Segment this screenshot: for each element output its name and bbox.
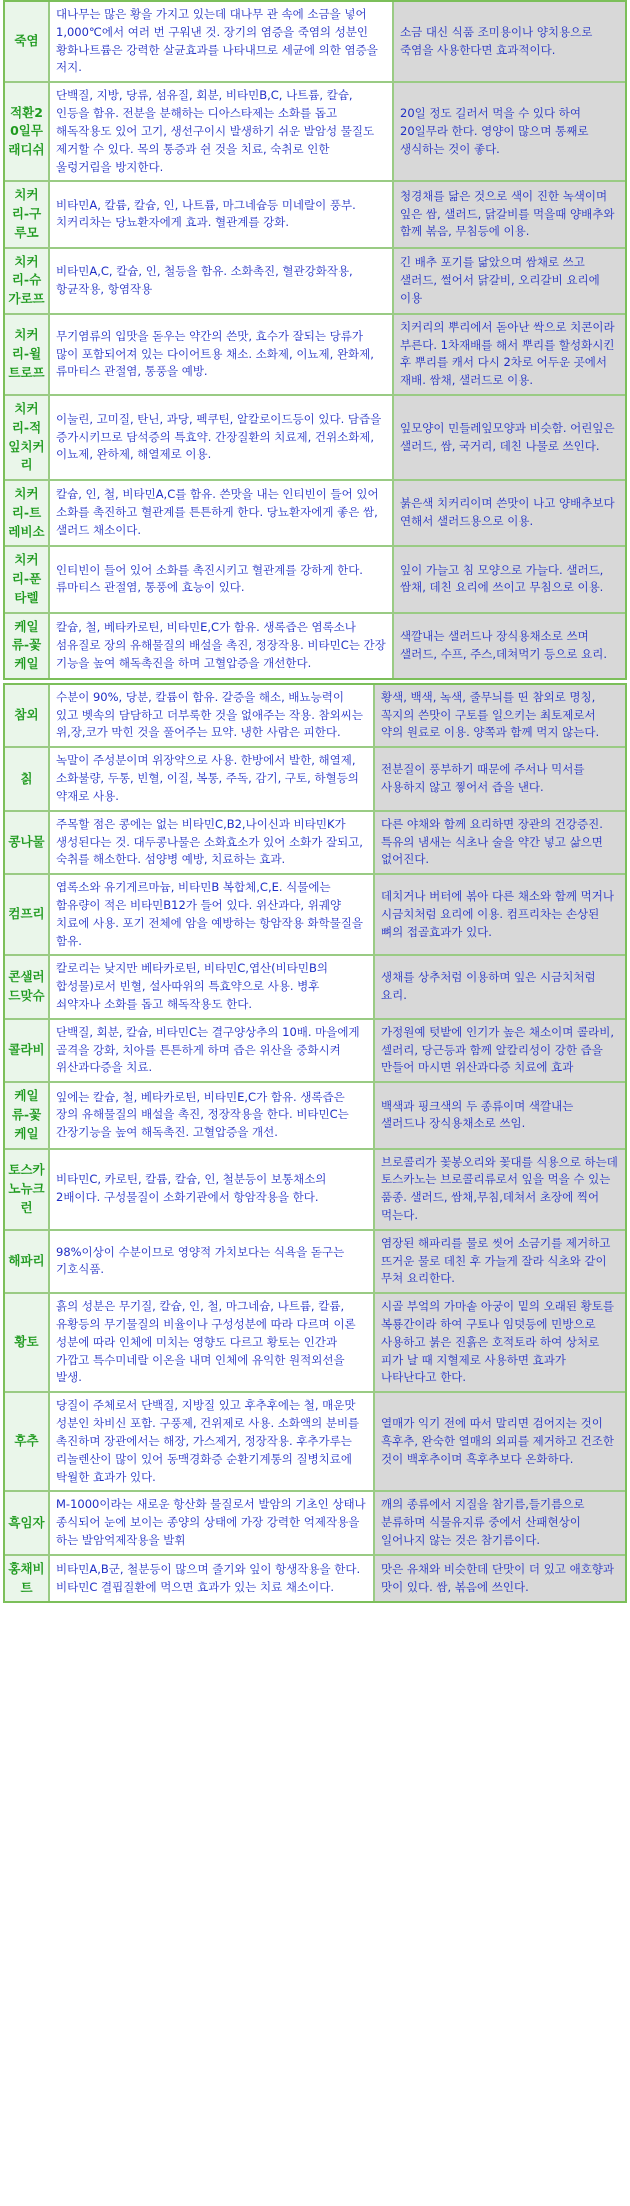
vegetable-table-2-body bbox=[5, 685, 625, 1601]
item-usage-cell: 색깔내는 샐러드나 장식용채소로 쓰며 샐러드, 수프, 주스,데쳐먹기 등으로 요리. bbox=[394, 614, 625, 678]
vegetable-table-1 bbox=[3, 0, 627, 680]
item-name-cell: 치커리-트레비소 bbox=[5, 481, 50, 547]
item-effect-cell: 녹말이 주성분이며 위장약으로 사용. 한방에서 발한, 해열제, 소화불량, 두통, 빈혈, 이질, 복통, 주독, 감기, 구토, 하혈등의 약재로 사용. bbox=[50, 748, 375, 811]
item-effect-cell: 98%이상이 수분이므로 영양적 가치보다는 식욕을 돋구는 기호식품. bbox=[50, 1231, 375, 1294]
item-effect-cell: 비타민C, 카로틴, 칼륨, 칼슘, 인, 철분등이 보통채소의 2배이다. 구성물질이 소화기관에서 항암작용을 한다. bbox=[50, 1150, 375, 1231]
item-name-cell: 치커리-푼타렐 bbox=[5, 547, 50, 613]
item-effect-cell: 비타민A,B군, 철분등이 많으며 줄기와 잎이 항생작용을 한다. 비타민C 결핍질환에 먹으면 효과가 있는 치료 채소이다. bbox=[50, 1556, 375, 1602]
item-effect-cell: 대나무는 많은 황을 가지고 있는데 대나무 관 속에 소금을 넣어 1,000℃에서 여러 번 구워낸 것. 장기의 염증을 죽염의 성분인 황화나트륨은 강력한 살균효과를 나타내므로 세균에 의한 염증을 저지. bbox=[50, 2, 394, 83]
item-effect-cell: 단백질, 지방, 당류, 섬유질, 회분, 비타민B,C, 나트륨, 칼슘, 인등을 함유. 전분을 분해하는 디아스타제는 소화를 돕고 해독작용도 있어 고기, 생선구이시 발생하기 쉬운 발암성 물질도 제거할 수 있다. 목의 통증과 쉰 것을 치료, 숙취로 인한 울렁거림을 방지한다. bbox=[50, 83, 394, 182]
item-effect-cell: 비타민A, 칼륨, 칼슘, 인, 나트륨, 마그네슘등 미네랄이 풍부. 치커리차는 당뇨환자에게 효과. 혈관계를 강화. bbox=[50, 182, 394, 248]
item-name-cell: 죽염 bbox=[5, 2, 50, 83]
table-row bbox=[5, 2, 625, 83]
item-effect-cell: 칼로리는 낮지만 베타카로틴, 비타민C,엽산(비타민B의 합성물)로서 빈혈, 설사따위의 특효약으로 사용. 병후 쇠약자나 소화를 돕고 해독작용도 한다. bbox=[50, 956, 375, 1019]
item-usage-cell: 소금 대신 식품 조미용이나 양치용으로 죽염을 사용한다면 효과적이다. bbox=[394, 2, 625, 83]
table-row bbox=[5, 956, 625, 1019]
item-effect-cell: 칼슘, 철, 베타카로틴, 비타민E,C가 함유. 생록즙은 염록소나 섬유질로 장의 유해물질의 배설을 촉진, 정장작용. 비타민C는 간장 기능을 높여 해독촉진을 하며 고혈압증을 개선한다. bbox=[50, 614, 394, 678]
item-usage-cell: 20일 정도 길러서 먹을 수 있다 하여 20일무라 한다. 영양이 많으며 통째로 생식하는 것이 좋다. bbox=[394, 83, 625, 182]
table-row bbox=[5, 1556, 625, 1602]
item-name-cell: 참외 bbox=[5, 685, 50, 748]
table-row bbox=[5, 748, 625, 811]
item-name-cell: 황토 bbox=[5, 1294, 50, 1393]
table-row bbox=[5, 249, 625, 315]
item-name-cell: 홍채비트 bbox=[5, 1556, 50, 1602]
item-name-cell: 흑임자 bbox=[5, 1492, 50, 1555]
item-usage-cell: 가정원예 텃밭에 인기가 높은 채소이며 콜라비, 셀러리, 당근등과 함께 알칼리성이 강한 즙을 만들어 마시면 위산과다증 치료에 효과 bbox=[375, 1020, 625, 1083]
item-effect-cell: 인티빈이 들어 있어 소화를 촉진시키고 혈관계를 강하게 한다. 류마티스 관절염, 통풍에 효능이 있다. bbox=[50, 547, 394, 613]
item-usage-cell: 백색과 핑크색의 두 종류이며 색깔내는 샐러드나 장식용채소로 쓰임. bbox=[375, 1083, 625, 1149]
item-name-cell: 치커리-슈가로프 bbox=[5, 249, 50, 315]
item-effect-cell: 수분이 90%, 당분, 칼륨이 함유. 갈증을 해소, 배뇨능력이 있고 벳속의 담담하고 더부룩한 것을 없애주는 작용. 참외씨는 위,장,코가 막힌 것을 풀어주는 묘약. 냉한 사람은 피한다. bbox=[50, 685, 375, 748]
item-effect-cell: 이눌린, 고미질, 탄닌, 과당, 펙쿠틴, 알칼로이드등이 있다. 담즙을 증가시키므로 담석증의 특효약. 간장질환의 치료제, 건위소화제, 이뇨제, 완하제, 해열제로 이용. bbox=[50, 396, 394, 481]
table-row bbox=[5, 547, 625, 613]
item-name-cell: 칡 bbox=[5, 748, 50, 811]
item-usage-cell: 황색, 백색, 녹색, 줄무늬를 띤 참외로 명칭, 꼭지의 쓴맛이 구토를 일으키는 최토제로서 약의 원료로 이용. 양쪽과 함께 먹지 않는다. bbox=[375, 685, 625, 748]
item-effect-cell: 무기염류의 입맛을 돋우는 약간의 쓴맛, 효수가 잘되는 당류가 많이 포함되어져 있는 다이어트용 채소. 소화제, 이뇨제, 완화제, 류마티스 관절염, 통풍을 예방. bbox=[50, 315, 394, 396]
table-row bbox=[5, 614, 625, 678]
table-row bbox=[5, 1083, 625, 1149]
item-usage-cell: 청경채를 닮은 것으로 색이 진한 녹색이며 잎은 쌈, 샐러드, 닭갈비를 먹을때 양배추와 함께 볶음, 무침등에 이용. bbox=[394, 182, 625, 248]
item-effect-cell: 흙의 성분은 무기질, 칼슘, 인, 철, 마그네슘, 나트륨, 칼륨, 유황등의 무기물질의 비율이나 구성성분에 따라 다르며 이론 성분에 따라 인체에 미치는 영향도 다르고 황토는 인간과 가깝고 특수미네랄 이온을 내며 인체에 유익한 원적외선을 발생. bbox=[50, 1294, 375, 1393]
table-row bbox=[5, 481, 625, 547]
item-name-cell: 콘샐러드맞슈 bbox=[5, 956, 50, 1019]
item-usage-cell: 긴 배추 포기를 닮았으며 쌈채로 쓰고 샐러드, 썰어서 닭갈비, 오리갈비 요리에 이용 bbox=[394, 249, 625, 315]
table-row bbox=[5, 1393, 625, 1492]
item-name-cell: 치커리-구루모 bbox=[5, 182, 50, 248]
item-name-cell: 콩나물 bbox=[5, 812, 50, 875]
table-row bbox=[5, 875, 625, 956]
item-effect-cell: 엽록소와 유기게르마늄, 비타민B 복합체,C,E. 식물에는 함유량이 적은 비타민B12가 들어 있다. 위산과다, 위궤양 치료에 사용. 포기 전체에 암을 예방하는 항암작용 화학물질을 함유. bbox=[50, 875, 375, 956]
vegetable-table-1-body bbox=[5, 2, 625, 678]
item-effect-cell: 당질이 주체로서 단백질, 지방질 있고 후추후에는 철, 매운맛 성분인 차비신 포함. 구풍제, 건위제로 사용. 소화액의 분비를 촉진하며 장관에서는 해장, 가스제거, 정장작용. 후추가루는 리놀렌산이 많이 있어 동맥경화증 순환기계통의 질병치료에 탁월한 효과가 있다. bbox=[50, 1393, 375, 1492]
vegetable-table-2 bbox=[3, 683, 627, 1603]
item-usage-cell: 데치거나 버터에 볶아 다른 채소와 함께 먹거나 시금치처럼 요리에 이용. 컴프리차는 손상된 뼈의 접골효과가 있다. bbox=[375, 875, 625, 956]
item-name-cell: 적환20일무 래디쉬 bbox=[5, 83, 50, 182]
item-name-cell: 케일류-꽃케일 bbox=[5, 614, 50, 678]
table-row bbox=[5, 182, 625, 248]
item-effect-cell: 주목할 점은 콩에는 없는 비타민C,B2,나이신과 비타민K가 생성된다는 것. 대두콩나물은 소화효소가 있어 소화가 잘되고, 숙취를 해소한다. 섬양병 예방, 치료하는 효과. bbox=[50, 812, 375, 875]
table-row bbox=[5, 1020, 625, 1083]
table-row bbox=[5, 1231, 625, 1294]
item-name-cell: 해파리 bbox=[5, 1231, 50, 1294]
item-usage-cell: 전분질이 풍부하기 때문에 주서나 믹서를 사용하지 않고 찧어서 즙을 낸다. bbox=[375, 748, 625, 811]
table-row bbox=[5, 83, 625, 182]
item-usage-cell: 염장된 해파리를 물로 씻어 소금기를 제거하고 뜨거운 물로 데친 후 가늘게 잘라 식초와 같이 무쳐 요리한다. bbox=[375, 1231, 625, 1294]
item-effect-cell: 칼슘, 인, 철, 비타민A,C를 함유. 쓴맛을 내는 인티빈이 들어 있어 소화를 촉진하고 혈관계를 튼튼하게 한다. 당뇨환자에게 좋은 쌈, 샐러드 채소이다. bbox=[50, 481, 394, 547]
item-name-cell: 컴프리 bbox=[5, 875, 50, 956]
item-name-cell: 후추 bbox=[5, 1393, 50, 1492]
item-name-cell: 콜라비 bbox=[5, 1020, 50, 1083]
table-row bbox=[5, 685, 625, 748]
item-usage-cell: 열매가 익기 전에 따서 말리면 검어지는 것이 흑후추, 완숙한 열매의 외피를 제거하고 건조한 것이 백후추이며 흑후추보다 온화하다. bbox=[375, 1393, 625, 1492]
item-usage-cell: 잎모양이 민들레잎모양과 비슷함. 어린잎은 샐러드, 쌈, 국거리, 데친 나물로 쓰인다. bbox=[394, 396, 625, 481]
item-usage-cell: 깨의 종류에서 지질을 참기름,들기름으로 분류하며 식물유지류 중에서 산패현상이 일어나지 않는 것은 참기름이다. bbox=[375, 1492, 625, 1555]
table-row bbox=[5, 1150, 625, 1231]
item-usage-cell: 브로콜리가 꽃봉오리와 꽃대를 식용으로 하는데 토스카노는 브로콜리류로서 잎을 먹을 수 있는 품종. 샐러드, 쌈채,무침,데쳐서 초장에 찍어 먹는다. bbox=[375, 1150, 625, 1231]
item-effect-cell: 비타민A,C, 칼슘, 인, 철등을 함유. 소화촉진, 혈관강화작용, 항균작용, 항염작용 bbox=[50, 249, 394, 315]
item-name-cell: 치커리-윌트로프 bbox=[5, 315, 50, 396]
table-row bbox=[5, 812, 625, 875]
table-row bbox=[5, 315, 625, 396]
table-row bbox=[5, 1294, 625, 1393]
item-effect-cell: M-1000이라는 새로운 항산화 물질로서 발암의 기초인 상태나 종식되어 눈에 보이는 종양의 상태에 가장 강력한 억제작용을 하는 발암억제작용을 발휘 bbox=[50, 1492, 375, 1555]
item-effect-cell: 잎에는 칼슘, 철, 베타카로틴, 비타민E,C가 함유. 생록즙은 장의 유해물질의 배설을 촉진, 정장작용을 한다. 비타민C는 간장기능을 높여 해독촉진. 고혈압증을 개선. bbox=[50, 1083, 375, 1149]
item-usage-cell: 생채를 상추처럼 이용하며 잎은 시금치처럼 요리. bbox=[375, 956, 625, 1019]
item-usage-cell: 잎이 가늘고 침 모양으로 가늘다. 샐러드, 쌈채, 데친 요리에 쓰이고 무침으로 이용. bbox=[394, 547, 625, 613]
item-usage-cell: 맛은 유채와 비슷한데 단맛이 더 있고 애호향과 맛이 있다. 쌈, 볶음에 쓰인다. bbox=[375, 1556, 625, 1602]
table-row bbox=[5, 1492, 625, 1555]
item-name-cell: 치커리-적잎치커리 bbox=[5, 396, 50, 481]
table-row bbox=[5, 396, 625, 481]
item-name-cell: 케일류-꽃케일 bbox=[5, 1083, 50, 1149]
item-usage-cell: 시골 부엌의 가마솥 아궁이 밑의 오래된 황토를 복룡간이라 하여 구토나 임덧등에 민방으로 사용하고 붉은 진흙은 호적토라 하여 상처로 피가 날 때 지혈제로 사용하면 효과가 나타난다고 한다. bbox=[375, 1294, 625, 1393]
item-usage-cell: 붉은색 치커리이며 쓴맛이 나고 양배추보다 연해서 샐러드용으로 이용. bbox=[394, 481, 625, 547]
item-usage-cell: 다른 야채와 함께 요리하면 장관의 건강증진. 특유의 냄새는 식초나 술을 약간 넣고 삶으면 없어진다. bbox=[375, 812, 625, 875]
item-usage-cell: 치커리의 뿌리에서 돋아난 싹으로 치콘이라 부른다. 1차재배를 해서 뿌리를 할성화시킨 후 뿌리를 캐서 다시 2차로 어두운 곳에서 재배. 쌈채, 샐러드로 이용. bbox=[394, 315, 625, 396]
item-name-cell: 토스카노뉴크런 bbox=[5, 1150, 50, 1231]
item-effect-cell: 단백질, 회분, 칼슘, 비타민C는 결구양상추의 10배. 마을에게 골격을 강화, 치아를 튼튼하게 하며 즙은 위산을 중화시켜 위산과다증을 치료. bbox=[50, 1020, 375, 1083]
